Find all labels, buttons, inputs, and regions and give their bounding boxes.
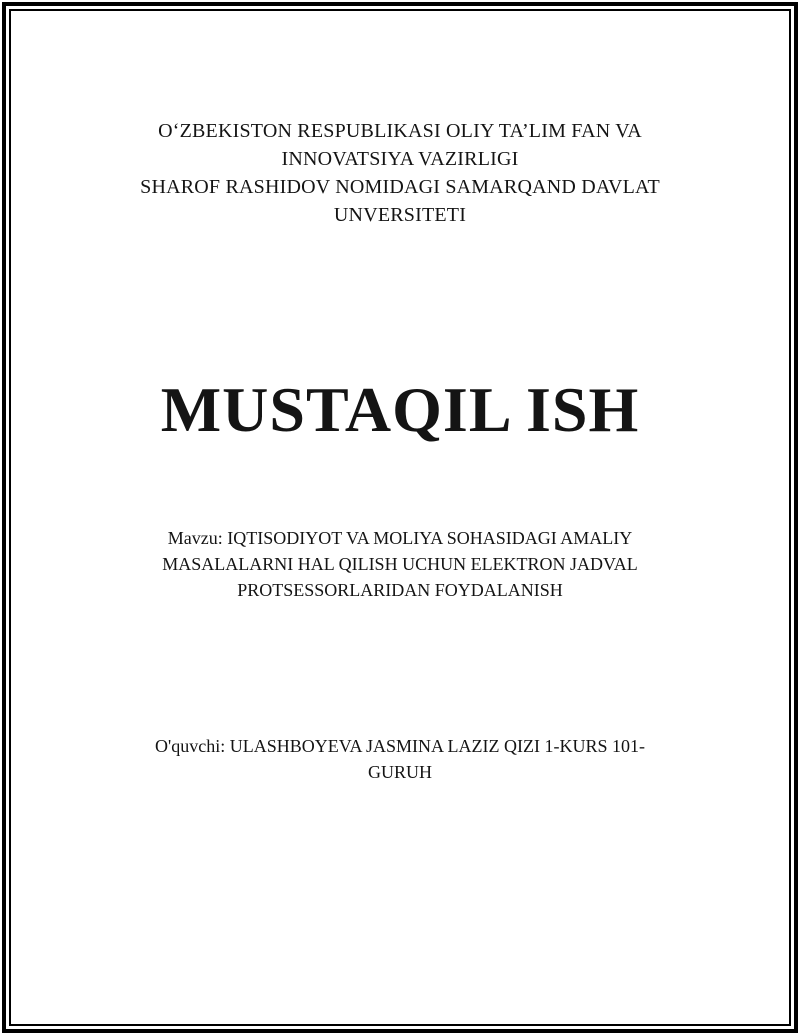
- header-line: O‘ZBEKISTON RESPUBLIKASI OLIY TA’LIM FAN VA: [158, 120, 642, 142]
- page-border-inner: [9, 9, 791, 1026]
- ministry-header: [11, 117, 789, 229]
- page-border-outer: [2, 2, 798, 1033]
- topic-paragraph: [11, 525, 789, 603]
- header-line: INNOVATSIYA VAZIRLIGI: [281, 148, 519, 170]
- header-line: SHAROF RASHIDOV NOMIDAGI SAMARQAND DAVLAT: [140, 176, 660, 198]
- topic-line: MASALALARNI HAL QILISH UCHUN ELEKTRON JADVAL: [162, 554, 638, 574]
- student-line: GURUH: [367, 762, 432, 782]
- header-line: UNVERSITETI: [333, 204, 467, 226]
- topic-line: PROTSESSORLARIDAN FOYDALANISH: [237, 580, 563, 600]
- document-title: MUSTAQIL ISH: [160, 374, 640, 445]
- student-line: O'quvchi: ULASHBOYEVA JASMINA LAZIZ QIZI 1-KURS 101-: [155, 736, 645, 756]
- student-info: [11, 733, 789, 785]
- topic-line: Mavzu: IQTISODIYOT VA MOLIYA SOHASIDAGI AMALIY: [167, 528, 633, 548]
